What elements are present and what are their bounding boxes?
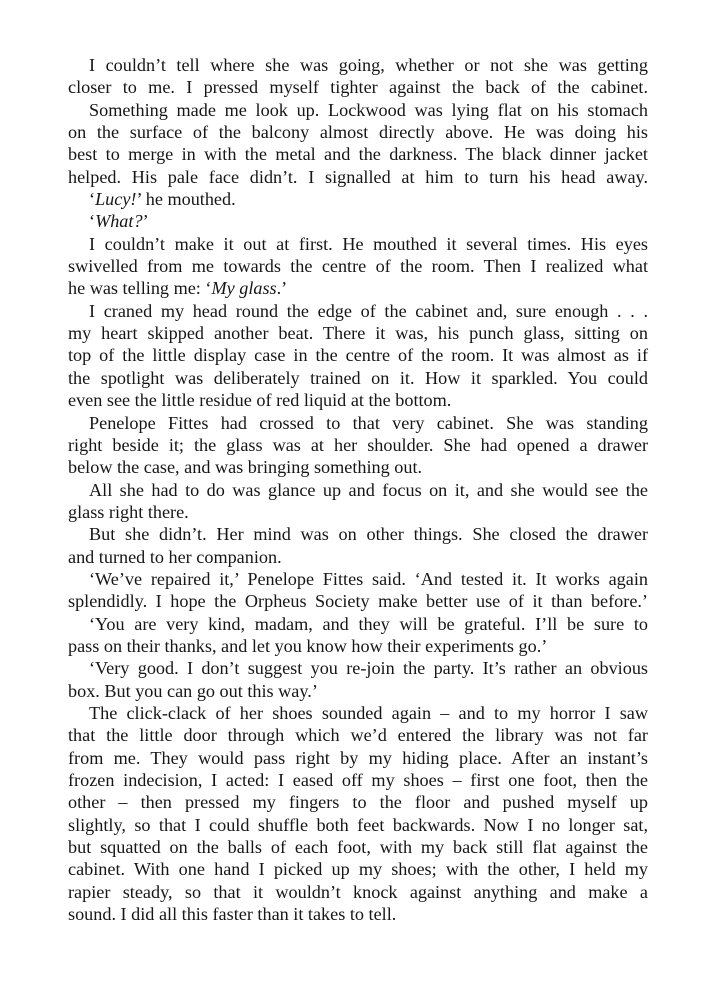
text-line: ‘Very good. I don’t suggest you re-join the party. It’s rather an obvious bbox=[89, 658, 648, 679]
text-line: ‘We’ve repaired it,’ Penelope Fittes said. ‘And tested it. It works again bbox=[89, 568, 648, 589]
text-line: All she had to do was glance up and focus on it, and she would see the bbox=[89, 479, 648, 500]
text-line: helped. His pale face didn’t. I signalled at him to turn his head away. bbox=[68, 166, 648, 187]
text-line: right beside it; the glass was at her shoulder. She had opened a drawer bbox=[68, 434, 648, 455]
book-page bbox=[68, 54, 648, 925]
text-line: I couldn’t make it out at first. He mouthed it several times. His eyes bbox=[89, 233, 648, 254]
text-line: I craned my head round the edge of the cabinet and, sure enough . . . bbox=[89, 300, 648, 321]
text-line: Something made me look up. Lockwood was lying flat on his stomach bbox=[89, 99, 648, 120]
text-line: he was telling me: ‘My glass.’ bbox=[68, 278, 288, 299]
text-line: sound. I did all this faster than it takes to tell. bbox=[68, 904, 397, 925]
text-line: best to merge in with the metal and the darkness. The black dinner jacket bbox=[68, 144, 648, 165]
text-line: frozen indecision, I acted: I eased off my shoes – first one foot, then the bbox=[68, 770, 648, 790]
text-line: The click-clack of her shoes sounded again – and to my horror I saw bbox=[89, 702, 648, 723]
text-line: on the surface of the balcony almost directly above. He was doing his bbox=[68, 122, 648, 143]
text-line: even see the little residue of red liquid at the bottom. bbox=[68, 390, 452, 411]
text-line: top of the little display case in the centre of the room. It was almost as if bbox=[68, 345, 648, 366]
text-line: the spotlight was deliberately trained on it. How it sparkled. You could bbox=[68, 367, 648, 388]
text-line: slightly, so that I could shuffle both feet backwards. Now I no longer sat, bbox=[68, 814, 648, 835]
text-line: my heart skipped another beat. There it was, his punch glass, sitting on bbox=[68, 323, 648, 344]
text-line: ‘What?’ bbox=[89, 211, 149, 232]
text-line: swivelled from me towards the centre of the room. Then I realized what bbox=[68, 256, 648, 277]
text-line: from me. They would pass right by my hiding place. After an instant’s bbox=[68, 747, 648, 768]
text-line: other – then pressed my fingers to the floor and pushed myself up bbox=[68, 792, 648, 813]
text-line: closer to me. I pressed myself tighter against the back of the cabinet. bbox=[68, 77, 648, 98]
text-line: rapier steady, so that it wouldn’t knock against anything and make a bbox=[68, 881, 648, 902]
text-line: ‘Lucy!’ he mouthed. bbox=[89, 189, 236, 210]
text-line: ‘You are very kind, madam, and they will be grateful. I’ll be sure to bbox=[89, 613, 648, 634]
text-line: glass right there. bbox=[68, 501, 189, 522]
text-line: and turned to her companion. bbox=[68, 546, 282, 567]
text-line: cabinet. With one hand I picked up my shoes; with the other, I held my bbox=[68, 859, 648, 880]
text-line: Penelope Fittes had crossed to that very cabinet. She was standing bbox=[89, 412, 648, 433]
text-line: pass on their thanks, and let you know how their experiments go.’ bbox=[68, 635, 548, 656]
text-line: that the little door through which we’d entered the library was not far bbox=[68, 725, 648, 746]
text-line: but squatted on the balls of each foot, with my back still flat against the bbox=[68, 837, 648, 858]
text-line: box. But you can go out this way.’ bbox=[68, 680, 318, 701]
text-line: But she didn’t. Her mind was on other things. She closed the drawer bbox=[89, 524, 648, 545]
text-line: below the case, and was bringing something out. bbox=[68, 457, 423, 478]
text-line: I couldn’t tell where she was going, whether or not she was getting bbox=[89, 55, 648, 75]
text-line: splendidly. I hope the Orpheus Society make better use of it than before.’ bbox=[68, 591, 648, 612]
